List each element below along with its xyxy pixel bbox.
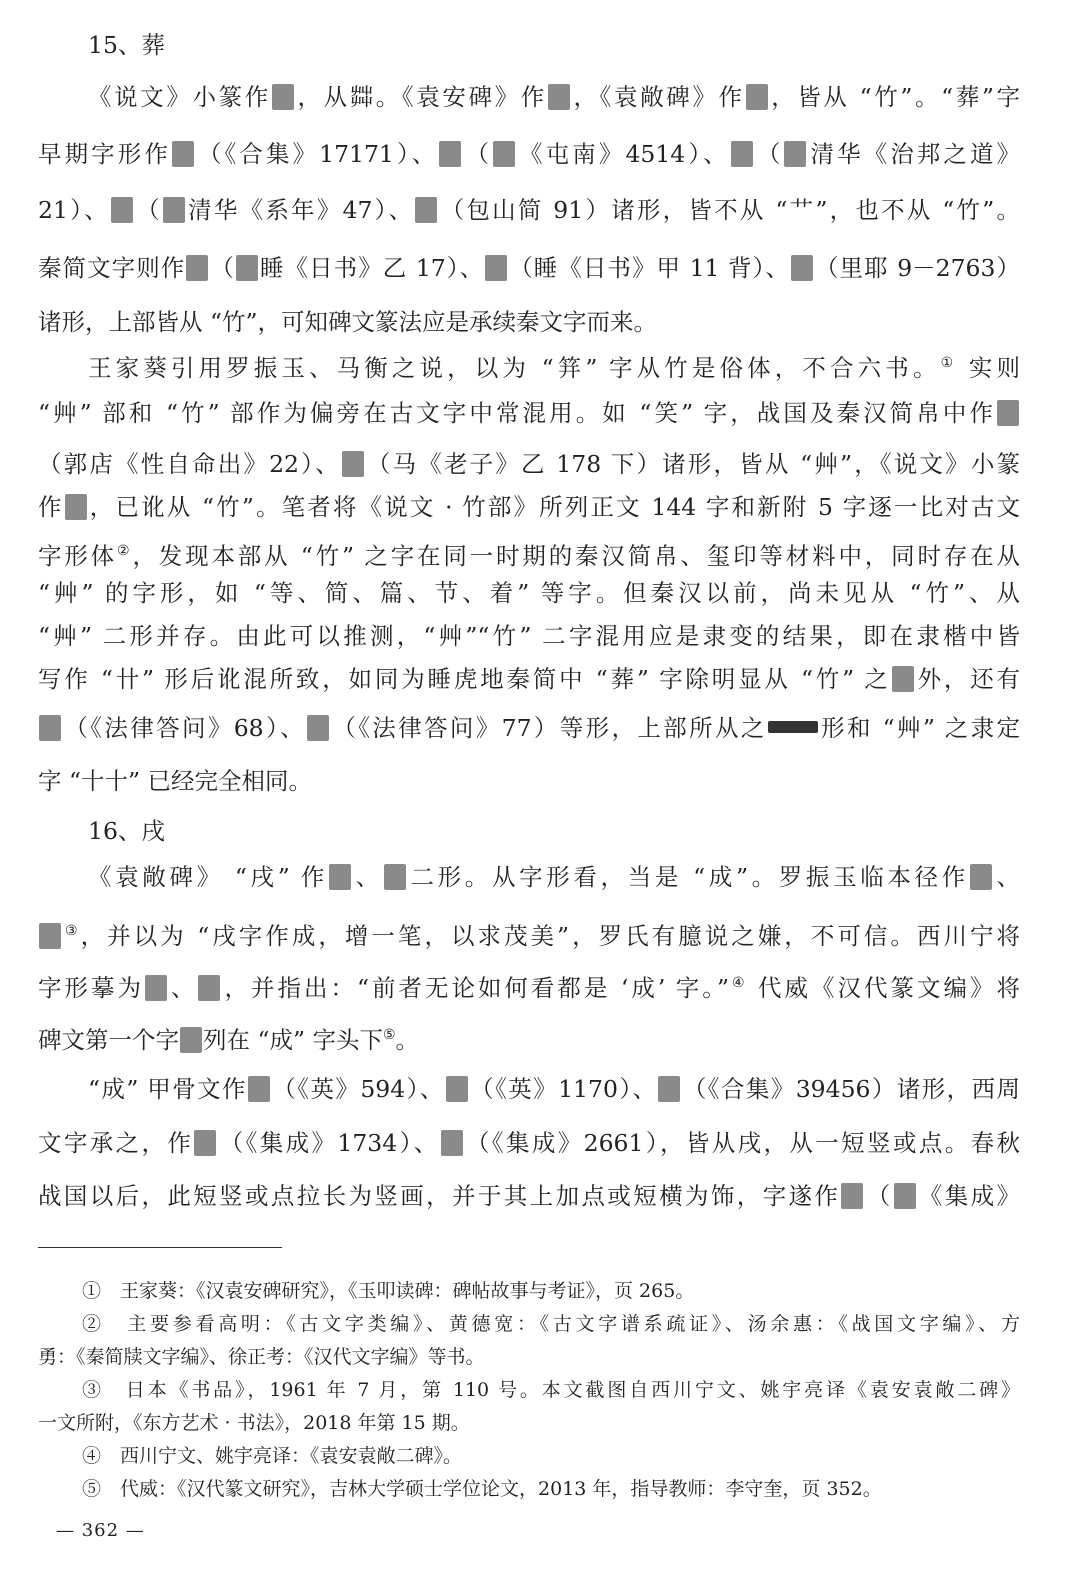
text-run: 碑文第一个字 xyxy=(38,1026,179,1054)
footnote-number: ③ xyxy=(82,1379,126,1401)
text-run: 诸形，上部皆从 “竹”，可知碑文篆法应是承续秦文字而来。 xyxy=(38,308,657,336)
ancient-glyph-image xyxy=(307,715,329,741)
paragraph-line xyxy=(38,449,1020,479)
ancient-glyph-image xyxy=(746,84,768,110)
radical-glyph-image xyxy=(768,721,818,733)
ancient-glyph-image xyxy=(198,975,220,1001)
footnote-number: ④ xyxy=(82,1445,121,1467)
ancient-glyph-image xyxy=(841,1183,863,1209)
paragraph-line xyxy=(38,398,1020,428)
ancient-glyph-image xyxy=(441,1130,463,1156)
text-run: 代威《汉代篆文编》将 xyxy=(747,974,1020,1002)
ancient-glyph-image xyxy=(65,494,87,520)
text-run: 15、葬 xyxy=(88,31,165,59)
ancient-glyph-image xyxy=(186,255,208,281)
text-run: 写作 “卄” 形后讹混所致，如同为睡虎地秦简中 “葬” 字除明显从 “竹” 之 xyxy=(38,665,891,693)
text-run: ，皆从 “竹”。“葬”字 xyxy=(768,83,1021,111)
text-run: 《说文》小篆作 xyxy=(88,83,271,111)
paragraph-line xyxy=(38,1020,419,1055)
ancient-glyph-image xyxy=(415,197,437,223)
text-run: ，并以为 “戌字作成，增一笔，以求茂美”，罗氏有臆说之嫌，不可信。西川宁将 xyxy=(80,922,1020,950)
footnote-text: 西川宁文、姚宇亮译：《袁安袁敞二碑》。 xyxy=(120,1445,463,1467)
paragraph-line xyxy=(88,862,1020,892)
ancient-glyph-image xyxy=(39,715,61,741)
footnote xyxy=(82,1476,1020,1502)
ancient-glyph-image xyxy=(172,141,194,167)
text-run: 清华《系年》47）、 xyxy=(185,196,415,224)
paragraph-line xyxy=(38,195,1020,225)
paragraph-line xyxy=(38,536,1020,571)
ancient-glyph-image xyxy=(731,141,753,167)
paragraph-line xyxy=(38,578,1020,608)
text-run: “艸” 部和 “竹” 部作为偏旁在古文字中常混用。如 “笑” 字，战国及秦汉简帛中作 xyxy=(38,399,996,427)
text-run: （《集成》1734）、 xyxy=(217,1129,440,1157)
text-run: （《合集》17171）、 xyxy=(194,140,439,168)
text-run: 、 xyxy=(167,974,198,1002)
ancient-glyph-image xyxy=(248,1076,270,1102)
footnote-ref: ① xyxy=(940,355,958,371)
footnote-number: ① xyxy=(82,1280,121,1302)
text-run: 字 “十十” 已经完全相同。 xyxy=(38,767,312,795)
footnote-ref: ④ xyxy=(729,975,748,991)
ancient-glyph-image xyxy=(485,255,507,281)
text-run: （《英》594）、 xyxy=(270,1075,445,1103)
ancient-glyph-image xyxy=(329,864,351,890)
text-run: （ xyxy=(753,140,784,168)
footnote xyxy=(82,1443,1020,1469)
paragraph-line xyxy=(38,621,1020,651)
text-run: ，并指出：“前者无论如何看都是 ‘成’ 字。” xyxy=(221,974,730,1002)
paragraph-line xyxy=(38,1181,1020,1211)
footnote-number: ⑤ xyxy=(82,1478,121,1500)
ancient-glyph-image xyxy=(970,864,992,890)
text-run: 实则 xyxy=(957,354,1020,382)
text-run: ，《袁敞碑》作 xyxy=(570,83,745,111)
footnote-ref: ③ xyxy=(62,923,81,939)
footnote-number: ② xyxy=(82,1313,128,1335)
text-run: 清华《治邦之道》 xyxy=(807,140,1021,168)
text-run: （里耶 9－2763） xyxy=(813,254,1021,282)
text-run: 16、戌 xyxy=(88,817,165,845)
text-run: （睡《日书》甲 11 背）、 xyxy=(508,254,790,282)
text-run: （包山简 91）诸形，皆不从 “艹”，也不从 “竹”。 xyxy=(438,196,1020,224)
text-run: 作 xyxy=(38,493,64,521)
footnote-ref: ⑤ xyxy=(382,1027,396,1043)
text-run: 秦简文字则作 xyxy=(38,254,186,282)
text-run: 战国以后，此短竖或点拉长为竖画，并于其上加点或短横为饰，字遂作 xyxy=(38,1182,841,1210)
footnote-ref: ② xyxy=(117,543,133,559)
text-run: （《法律答问》77）等形，上部所从之 xyxy=(329,714,767,742)
text-run: 、 xyxy=(352,863,383,891)
paragraph-line xyxy=(38,968,1020,1003)
text-run: 早期字形作 xyxy=(38,140,171,168)
ancient-glyph-image xyxy=(236,255,258,281)
paragraph-line xyxy=(38,492,1020,522)
text-run: 21）、 xyxy=(38,196,110,224)
text-run: 《袁敞碑》 “戌” 作 xyxy=(88,863,329,891)
paragraph-line xyxy=(88,348,1020,383)
text-run: “艸” 的字形，如 “等、简、篇、节、着” 等字。但秦汉以前，尚未见从 “竹”、从 xyxy=(38,579,1020,607)
footnote xyxy=(82,1278,1020,1304)
paragraph-line xyxy=(38,766,312,796)
footnote-rule xyxy=(38,1247,282,1248)
ancient-glyph-image xyxy=(180,1027,202,1053)
text-run: （ xyxy=(133,196,162,224)
text-run: 《屯南》4514）、 xyxy=(516,140,730,168)
paragraph-line xyxy=(38,664,1020,694)
text-run: ，发现本部从 “竹” 之字在同一时期的秦汉简帛、玺印等材料中，同时存在从 xyxy=(132,542,1021,570)
ancient-glyph-image xyxy=(658,1076,680,1102)
text-run: 字形体 xyxy=(38,542,118,570)
ancient-glyph-image xyxy=(194,1130,216,1156)
page-number: — 362 — xyxy=(56,1520,145,1541)
text-run: 睡《日书》乙 17）、 xyxy=(258,254,485,282)
ancient-glyph-image xyxy=(894,1183,916,1209)
text-run: ，从茻。《袁安碑》作 xyxy=(294,83,547,111)
ancient-glyph-image xyxy=(111,197,133,223)
paragraph-line xyxy=(38,713,1020,743)
paragraph-line xyxy=(38,139,1020,169)
text-run: 王家葵引用罗振玉、马衡之说，以为 “䈂” 字从竹是俗体，不合六书。 xyxy=(88,354,941,382)
ancient-glyph-image xyxy=(272,84,294,110)
text-run: （《英》1170）、 xyxy=(468,1075,658,1103)
paragraph-line xyxy=(88,82,1020,112)
text-run: （ xyxy=(209,254,235,282)
ancient-glyph-image xyxy=(384,864,406,890)
text-run: （ xyxy=(864,1182,893,1210)
text-run: （ xyxy=(462,140,493,168)
footnote-text: 日本《书品》，1961 年 7 月，第 110 号。本文截图自西川宁文、姚宇亮译《袁安袁敞二碑》 xyxy=(125,1379,1020,1401)
text-run: ，已讹从 “竹”。笔者将《说文 · 竹部》所列正文 144 字和新附 5 字逐一比对古文 xyxy=(87,493,1021,521)
text-run: 、 xyxy=(992,863,1021,891)
text-run: （《集成》2661），皆从戌，从一短竖或点。春秋 xyxy=(463,1129,1020,1157)
paragraph-line xyxy=(38,307,657,337)
text-run: 二形。从字形看，当是 “成”。罗振玉临本径作 xyxy=(406,863,969,891)
paragraph-line xyxy=(88,1074,1020,1104)
text-run: （郭店《性自命出》22）、 xyxy=(38,450,341,478)
text-run: 《集成》 xyxy=(916,1182,1021,1210)
text-run: （《合集》39456）诸形，西周 xyxy=(681,1075,1021,1103)
ancient-glyph-image xyxy=(997,400,1019,426)
ancient-glyph-image xyxy=(784,141,806,167)
footnote xyxy=(82,1311,1020,1337)
text-run: 列在 “成” 字头下 xyxy=(203,1026,383,1054)
footnote-text: 主要参看高明：《古文字类编》、黄德宽：《古文字谱系疏证》、汤余惠：《战国文字编》、方 xyxy=(127,1313,1020,1335)
section-heading xyxy=(88,816,165,846)
text-run: （《法律答问》68）、 xyxy=(62,714,306,742)
section-heading xyxy=(88,30,165,60)
ancient-glyph-image xyxy=(493,141,515,167)
footnote-text: 代威：《汉代篆文研究》，吉林大学硕士学位论文，2013 年，指导教师：李守奎，页 352。 xyxy=(120,1478,882,1500)
footnote-text: 王家葵：《汉袁安碑研究》，《玉叩读碑：碑帖故事与考证》，页 265。 xyxy=(120,1280,695,1302)
ancient-glyph-image xyxy=(39,923,61,949)
text-run: 。 xyxy=(395,1026,420,1054)
text-run: “艸” 二形并存。由此可以推测，“艸”“竹” 二字混用应是隶变的结果，即在隶楷中皆 xyxy=(38,622,1020,650)
text-run: 形和 “艸” 之隶定 xyxy=(818,714,1021,742)
footnote-continuation: 一文所附，《东方艺术 · 书法》，2018 年第 15 期。 xyxy=(38,1412,470,1434)
ancient-glyph-image xyxy=(791,255,813,281)
ancient-glyph-image xyxy=(548,84,570,110)
ancient-glyph-image xyxy=(446,1076,468,1102)
ancient-glyph-image xyxy=(145,975,167,1001)
paragraph-line xyxy=(38,253,1020,283)
ancient-glyph-image xyxy=(439,141,461,167)
paragraph-line xyxy=(38,1128,1020,1158)
ancient-glyph-image xyxy=(342,451,364,477)
text-run: 外，还有 xyxy=(914,665,1021,693)
footnote xyxy=(82,1377,1020,1403)
footnote-continuation: 勇：《秦简牍文字编》、徐正考：《汉代文字编》等书。 xyxy=(38,1346,485,1368)
ancient-glyph-image xyxy=(892,666,914,692)
ancient-glyph-image xyxy=(163,197,185,223)
text-run: （马《老子》乙 178 下）诸形，皆从 “艸”，《说文》小篆 xyxy=(364,450,1020,478)
text-run: 字形摹为 xyxy=(38,974,144,1002)
text-run: 文字承之，作 xyxy=(38,1129,194,1157)
paragraph-line xyxy=(38,916,1020,951)
text-run: “成” 甲骨文作 xyxy=(88,1075,247,1103)
